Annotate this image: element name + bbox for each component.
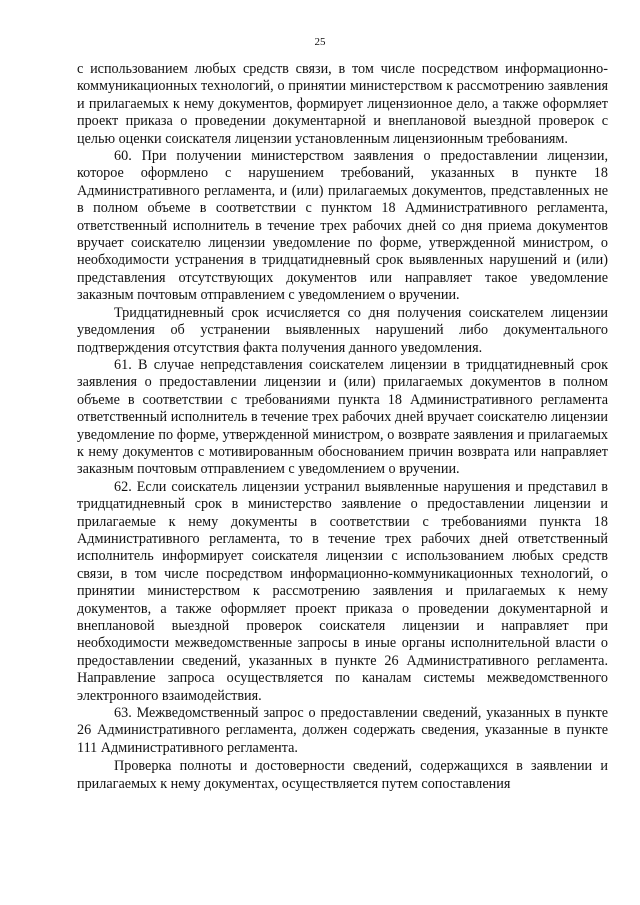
paragraph-62: 62. Если соискатель лицензии устранил выявленные нарушения и представил в тридцатидневный срок в министерство заявление о предоставлении лицензии и прилагаемые к нему документы в соответствии с требованиями пункта 18 Административного регламента, то в течение трех рабочих дней ответственный исполнитель информирует соискателя лицензии с использованием любых средств связи, в том числе посредством информационно-коммуникационных технологий, о принятии министерством к рассмотрению заявления и прилагаемых к нему документов, а также оформляет проект приказа о проведении документарной и внеплановой выездной проверок соискателя лицензии и направляет при необходимости межведомственные запросы в иные органы исполнительной власти о предоставлении сведений, указанных в пункте 26 Административного регламента. Направление запроса осуществляется по каналам системы межведомственного электронного взаимодействия. xyxy=(77,478,608,704)
paragraph-61: 61. В случае непредставления соискателем лицензии в тридцатидневный срок заявления о предоставлении лицензии и (или) прилагаемых документов в полном объеме в соответствии с требованиями пункта 18 Административного регламента ответственный исполнитель в течение трех рабочих дней вручает соискателю лицензии уведомление по форме, утвержденной министром, о возврате заявления и прилагаемых к нему документов с мотивированным обоснованием причин возврата или направляет заказным почтовым отправлением с уведомлением о вручении. xyxy=(77,356,608,478)
paragraph-60: 60. При получении министерством заявления о предоставлении лицензии, которое оформлено с нарушением требований, указанных в пункте 18 Административного регламента, и (или) прилагаемых документов, представленных не в полном объеме в соответствии с пунктом 18 Административного регламента, ответственный исполнитель в течение трех рабочих дней со дня приема документов вручает соискателю лицензии уведомление по форме, утвержденной министром, о необходимости устранения в тридцатидневный срок выявленных нарушений и (или) представления отсутствующих документов или направляет такое уведомление заказным почтовым отправлением с уведомлением о вручении. xyxy=(77,148,608,304)
page-number: 25 xyxy=(314,36,326,48)
paragraph-63: 63. Межведомственный запрос о предоставлении сведений, указанных в пункте 26 Административного регламента, должен содержать сведения, указанные в пункте 111 Административного регламента. xyxy=(77,705,608,756)
paragraph-continuation: с использованием любых средств связи, в том числе посредством информационно-коммуникационных технологий, о принятии министерством к рассмотрению заявления и прилагаемых к нему документов, формирует лицензионное дело, а также оформляет проект приказа о проведении документарной и внеплановой выездной проверок с целью оценки соискателя лицензии установленным лицензионным требованиям. xyxy=(77,61,608,147)
paragraph-verification: Проверка полноты и достоверности сведений, содержащихся в заявлении и прилагаемых к нему документах, осуществляется путем сопоставления xyxy=(77,758,608,792)
paragraph-thirty-day-term: Тридцатидневный срок исчисляется со дня получения соискателем лицензии уведомления об устранении выявленных нарушений либо документального подтверждения отсутствия факта получения данного уведомления. xyxy=(77,304,608,356)
document-body xyxy=(77,61,608,793)
